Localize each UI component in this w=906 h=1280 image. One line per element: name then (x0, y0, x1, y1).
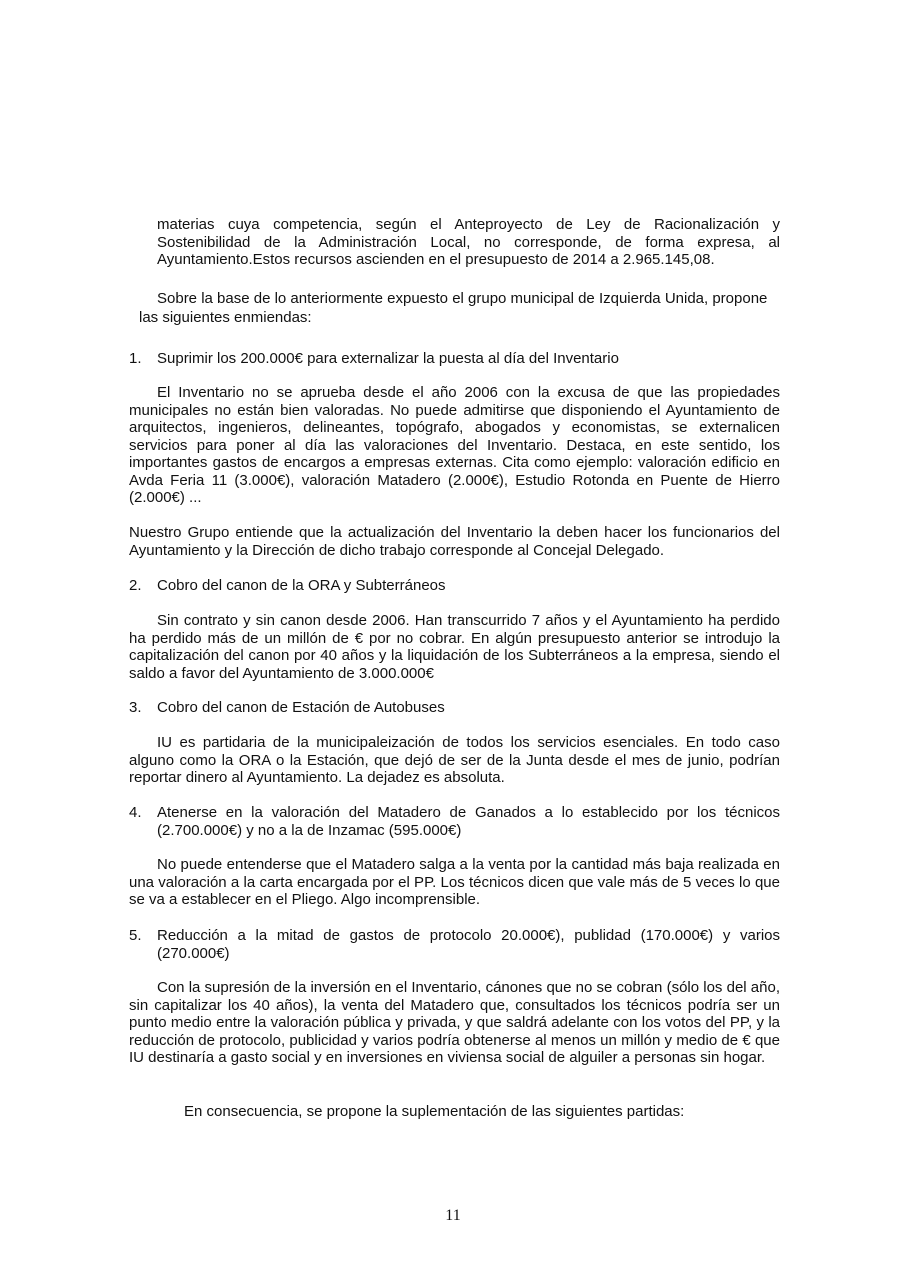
amendment-body: Sin contrato y sin canon desde 2006. Han transcurrido 7 años y el Ayuntamiento ha perdido ha perdido más de un millón de € por no cobrar. En algún presupuesto anterior se introdujo la capitalización del canon por 40 años y la liquidación de los Subterráneos a la empresa, siendo el saldo a favor del Ayuntamiento de 3.000.000€ (129, 612, 780, 682)
amendment-number: 5. (129, 927, 142, 944)
amendment-number: 1. (129, 350, 142, 367)
conclusion-paragraph: En consecuencia, se propone la suplementación de las siguientes partidas: (184, 1103, 685, 1120)
amendment-item-2 (129, 577, 780, 595)
amendment-item-1 (129, 350, 780, 368)
amendment-title: Reducción a la mitad de gastos de protocolo 20.000€), publidad (170.000€) y varios (270.000€) (157, 927, 780, 962)
proposal-intro-line-1: Sobre la base de lo anteriormente expuesto el grupo municipal de Izquierda Unida, propone (157, 290, 768, 307)
amendment-item-3 (129, 699, 780, 717)
amendment-body: No puede entenderse que el Matadero salga a la venta por la cantidad más baja realizada en una valoración a la carta encargada por el PP. Los técnicos dicen que vale más de 5 veces lo que se va a establecer en el Pliego. Algo incomprensible. (129, 856, 780, 908)
amendment-body: El Inventario no se aprueba desde el año 2006 con la excusa de que las propiedades municipales no están bien valoradas. No puede admitirse que disponiendo el Ayuntamiento de arquitectos, ingenieros, delineantes, topógrafo, abogados y economistas, se externalicen servicios para poner al día las valoraciones del Inventario. Destaca, en este sentido, los importantes gastos de encargos a empresas externas. Cita como ejemplo: valoración edificio en Avda Feria 11 (3.000€), valoración Matadero (2.000€), Estudio Rotonda en Puente de Hierro (2.000€) ... (129, 384, 780, 506)
amendment-title: Cobro del canon de la ORA y Subterráneos (157, 577, 446, 594)
amendment-title: Atenerse en la valoración del Matadero de Ganados a lo establecido por los técnicos (2.700.000€) y no a la de Inzamac (595.000€) (157, 804, 780, 839)
intro-paragraph: materias cuya competencia, según el Anteproyecto de Ley de Racionalización y Sostenibilidad de la Administración Local, no corresponde, de forma expresa, al Ayuntamiento.Estos recursos ascienden en el presupuesto de 2014 a 2.965.145,08. (157, 216, 780, 268)
amendment-number: 3. (129, 699, 142, 716)
amendment-body: IU es partidaria de la municipaleización de todos los servicios esenciales. En todo caso alguno como la ORA o la Estación, que dejó de ser de la Junta desde el mes de junio, podrían reportar dinero al Ayuntamiento. La dejadez es absoluta. (129, 734, 780, 786)
amendment-title: Cobro del canon de Estación de Autobuses (157, 699, 445, 716)
amendment-number: 2. (129, 577, 142, 594)
page-number: 11 (445, 1207, 461, 1224)
amendment-number: 4. (129, 804, 142, 821)
proposal-intro-line-2: las siguientes enmiendas: (139, 309, 312, 326)
amendment-title: Suprimir los 200.000€ para externalizar la puesta al día del Inventario (157, 350, 619, 367)
amendment-item-5 (129, 927, 780, 962)
amendment-body: Con la supresión de la inversión en el Inventario, cánones que no se cobran (sólo los del año, sin capitalizar los 40 años), la venta del Matadero que, consultados los técnicos podría ser un punto medio entre la valoración pública y privada, y que saldrá adelante con los votos del PP, y la reducción de protocolo, publicidad y varios podría obtenerse al menos un millón y medio de € que IU destinaría a gasto social y en inversiones en viviensa social de alguiler a personas sin hogar. (129, 979, 780, 1066)
amendment-item-4 (129, 804, 780, 839)
amendment-body-extra: Nuestro Grupo entiende que la actualización del Inventario la deben hacer los funcionarios del Ayuntamiento y la Dirección de dicho trabajo corresponde al Concejal Delegado. (129, 524, 780, 559)
